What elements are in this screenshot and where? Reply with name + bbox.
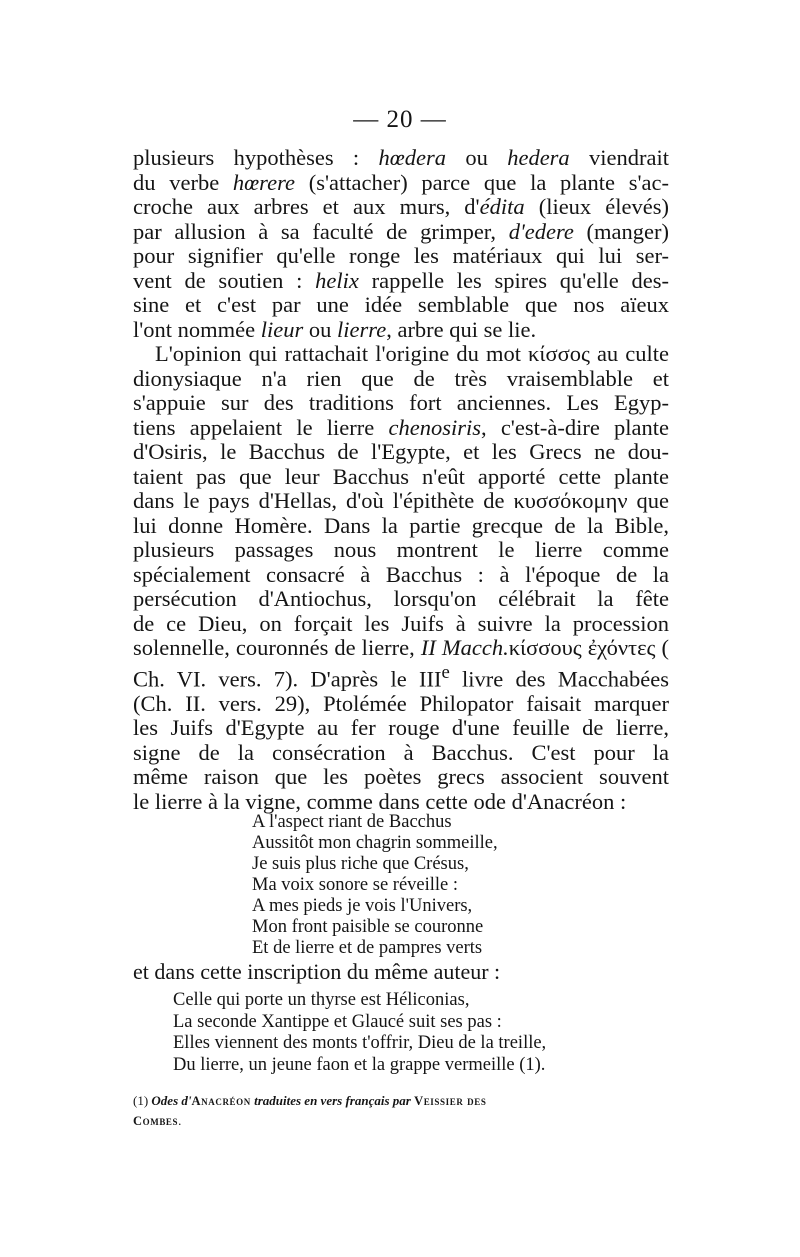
text-line (133, 416, 669, 441)
text-line (133, 318, 669, 343)
text-run: même raison que les poètes grecs associent souvent (133, 764, 669, 789)
text-run: signe de la consécration à Bacchus. C'est pour la (133, 739, 669, 765)
italic-term: hœrere (232, 169, 295, 195)
text-line (133, 661, 669, 692)
superscript: e (441, 661, 450, 683)
italic-term: hœdera (378, 145, 447, 170)
footnote-translation-note: traduites en vers français par (254, 1093, 411, 1108)
text-run: livre des Macchabées (449, 666, 670, 691)
text-line (133, 146, 669, 171)
text-line (133, 514, 669, 539)
italic-term: lieur (260, 316, 304, 342)
footnote-marker: (1) (133, 1093, 149, 1108)
text-run: l'ont nommée (133, 316, 261, 342)
text-line (133, 293, 669, 318)
verse-line: A l'aspect riant de Bacchus (252, 812, 452, 832)
text-run: persécution d'Antiochus, lorsqu'on célébrait la fête (133, 586, 669, 611)
footnote-title: Odes d' (151, 1093, 192, 1108)
text-run: lui donne Homère. Dans la partie grecque de la Bible, (133, 512, 669, 538)
text-run: , arbre qui se lie. (386, 316, 537, 342)
text-line (133, 563, 669, 588)
text-line (133, 465, 669, 490)
verse-line: Du lierre, un jeune faon et la grappe vermeille (1). (173, 1054, 546, 1075)
text-run: s'appuie sur des traditions fort anciennes. Les Egyp- (133, 390, 669, 415)
text-run: dans le pays d'Hellas, d'où l'épithète de (133, 488, 514, 513)
text-run: vent de soutien : (133, 267, 316, 293)
italic-term: II Macch. (420, 635, 509, 660)
text-run: pour signifier qu'elle ronge les matériaux qui lui ser- (133, 243, 669, 268)
footnote-translator: Veissier des (414, 1094, 487, 1108)
verse-line: Celle qui porte un thyrse est Héliconias, (173, 990, 470, 1010)
text-run: ou (303, 316, 338, 342)
italic-term: d'edere (508, 218, 574, 244)
text-run: dionysiaque n'a rien que de très vraisemblable et (133, 365, 669, 391)
text-run: par allusion à sa faculté de grimper, (133, 218, 509, 244)
greek-term: κυσσόκομην (513, 488, 628, 513)
text-line (133, 220, 669, 245)
footnote-author: Anacréon (191, 1094, 251, 1108)
text-line (133, 342, 669, 367)
paragraph-2 (133, 342, 669, 814)
text-run: solennelle, couronnés de lierre, (133, 635, 421, 660)
footnote-translator-2: Combes (133, 1114, 179, 1128)
text-line (133, 195, 669, 220)
verse-line: Elles viennent des monts t'offrir, Dieu de la treille, (173, 1033, 547, 1053)
text-run: (Ch. II. vers. 29), Ptolémée Philopator faisait marquer (133, 690, 669, 716)
italic-term: édita (479, 194, 525, 219)
text-run: viendrait (569, 145, 669, 170)
text-line (133, 367, 669, 392)
text-line (133, 489, 669, 514)
verse-line: Mon front paisible se couronne (252, 917, 484, 937)
text-run: rappelle les spires qu'elle des- (358, 267, 669, 293)
text-run: tiens appelaient le lierre (133, 414, 389, 440)
text-run: L'opinion qui rattachait l'origine du mot (155, 341, 529, 366)
footnote (133, 1091, 669, 1131)
text-run: plusieurs passages nous montrent le lierre comme (133, 537, 669, 562)
page-number: — 20 — (353, 106, 447, 133)
greek-term: κίσσος (528, 341, 590, 366)
text-run: le lierre à la vigne, comme dans cette ode d'Anacréon : (133, 788, 627, 814)
anacreon-verse-2 (173, 990, 546, 1076)
text-run: Ch. VI. vers. 7). D'après le III (133, 666, 442, 691)
text-line (133, 244, 669, 269)
italic-term: helix (315, 267, 359, 293)
italic-term: chenosiris (388, 414, 481, 440)
text-run: (lieux élevés) (524, 194, 669, 219)
verse-intro-line: et dans cette inscription du même auteur : (133, 959, 501, 984)
text-line (133, 269, 669, 294)
verse-line: Aussitôt mon chagrin sommeille, (252, 833, 498, 853)
text-run: plusieurs hypothèses : (133, 145, 379, 170)
text-run: au culte (589, 341, 669, 366)
text-run: , c'est-à-dire plante (480, 414, 669, 440)
text-line (133, 716, 669, 741)
text-run: (manger) (573, 218, 669, 244)
text-run: spécialement consacré à Bacchus : à l'époque de la (133, 561, 669, 587)
text-run: que (627, 488, 669, 513)
text-line (133, 440, 669, 465)
verse-line: A mes pieds je vois l'Univers, (252, 896, 473, 916)
text-run: taient pas que leur Bacchus n'eût apporté cette plante (133, 463, 669, 489)
text-line (133, 171, 669, 196)
text-line (133, 765, 669, 790)
main-text (133, 146, 669, 814)
text-run: d'Osiris, le Bacchus de l'Egypte, et les Grecs ne dou- (133, 439, 669, 464)
footnote-period: . (178, 1113, 182, 1128)
text-line (133, 538, 669, 563)
verse-line: La seconde Xantippe et Glaucé suit ses pas : (173, 1011, 502, 1032)
verse-line: Et de lierre et de pampres verts (252, 938, 483, 958)
text-run: croche aux arbres et aux murs, d' (133, 194, 480, 219)
text-run: (s'attacher) parce que la plante s'ac- (295, 169, 670, 195)
paragraph-1 (133, 146, 669, 342)
text-run: du verbe (133, 169, 233, 195)
text-run: ( (655, 635, 670, 660)
text-run: ou (446, 145, 508, 170)
text-line (133, 636, 669, 661)
text-line (133, 741, 669, 766)
text-line (133, 587, 669, 612)
text-run: les Juifs d'Egypte au fer rouge d'une feuille de lierre, (133, 715, 669, 740)
text-line (133, 612, 669, 637)
anacreon-verse-1 (252, 812, 498, 959)
text-line (133, 790, 669, 815)
text-line (133, 391, 669, 416)
text-line (133, 692, 669, 717)
verse-line: Ma voix sonore se réveille : (252, 875, 459, 895)
text-run: sine et c'est par une idée semblable que nos aïeux (133, 292, 669, 317)
greek-term: κίσσους ἐχόντες (508, 635, 656, 660)
verse-line: Je suis plus riche que Crésus, (252, 854, 469, 874)
italic-term: hedera (507, 145, 570, 170)
text-run: de ce Dieu, on forçait les Juifs à suivre la procession (133, 610, 669, 636)
italic-term: lierre (337, 316, 387, 342)
